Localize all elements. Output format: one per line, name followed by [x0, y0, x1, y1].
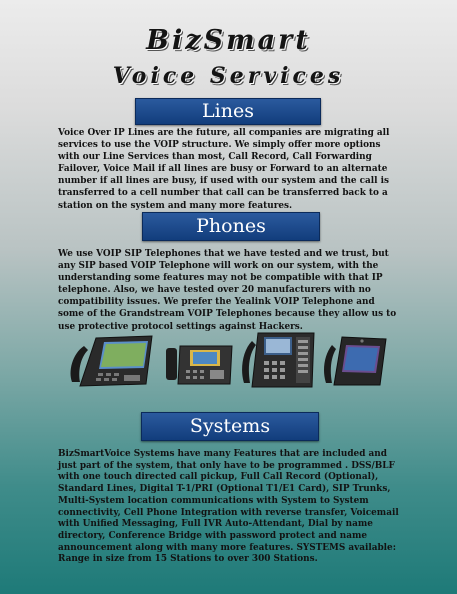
- systems-description: BizSmartVoice Systems have many Features that are included and just part of the system, that only have to be programmed . DSS/BLF with one touch directed call pickup, Full Call Record (Optional), Standard Lines, Digital T-1/PRI (Optional T1/E1 Card), SIP Trunks, Multi-System location communications with System to System connectivity, Cell Phone Integration with reverse transfer, Voicemail with Unified Messaging, Full IVR Auto-Attendant, Dial by name directory, Conference Bridge with password protect and name announcement along with many more features. SYSTEMS available: Range in size from 15 Stations to over 300 Stations.: [58, 449, 399, 565]
- phones-image-row: [60, 328, 390, 388]
- systems-banner: Systems: [141, 412, 319, 441]
- lines-description: Voice Over IP Lines are the future, all companies are migrating all services to use the VOIP structure. We simply offer more options with our Line Services than most, Call Record, Call Forwarding Failover, Voice Mail if all lines are busy or Forward to an alternate number if all lines are busy, if used with our system and the call is transferred to a cell number that call can be transferred back to a station on the system and many more features.: [58, 128, 390, 211]
- ip-phone-video-touchscreen-icon: [322, 333, 388, 387]
- lines-banner: Lines: [135, 98, 321, 125]
- phones-banner: Phones: [142, 212, 320, 241]
- brand-title: BizSmart: [146, 25, 311, 56]
- ip-phone-touchscreen-icon: [66, 332, 156, 388]
- ip-phone-color-display-icon: [164, 342, 234, 386]
- ip-phone-expansion-icon: [240, 331, 316, 389]
- brand-subtitle: Voice Services: [112, 63, 345, 89]
- phones-description: We use VOIP SIP Telephones that we have tested and we trust, but any SIP based VOIP Telephone will work on our system, with the understanding some features may not be compatible with that IP telephone. Also, we have tested over 20 manufacturers with no compatibility issues. We prefer the Yealink VOIP Telephone and some of the Grandstream VOIP Telephones because they allow us to use protective protocol settings against Hackers.: [58, 249, 397, 332]
